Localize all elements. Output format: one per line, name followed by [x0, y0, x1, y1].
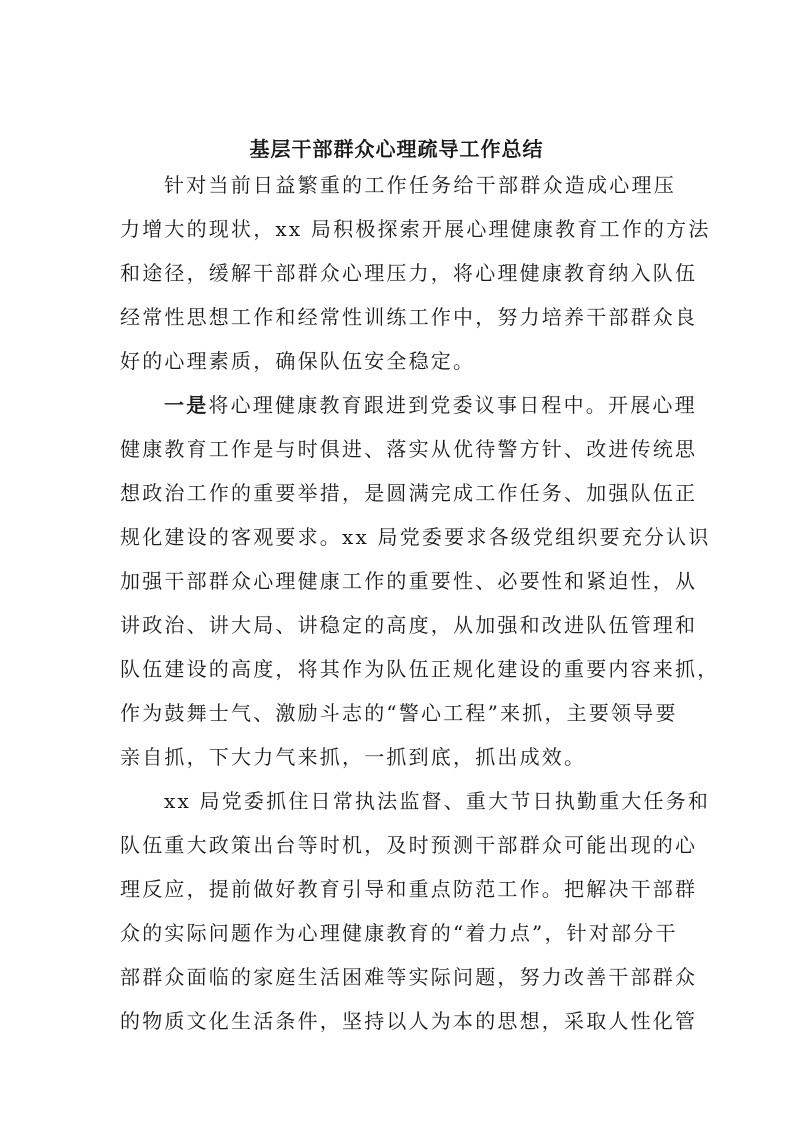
- text-line: 经常性思想工作和经常性训练工作中，努力培养干部群众良: [120, 305, 698, 329]
- paragraph-2: [120, 383, 720, 779]
- text-line: 队伍重大政策出台等时机，及时预测干部群众可能出现的心: [120, 833, 698, 857]
- text-line: 想政治工作的重要举措，是圆满完成工作任务、加强队伍正: [120, 481, 698, 505]
- text-line: 和途径，缓解干部群众心理压力，将心理健康教育纳入队伍: [120, 261, 698, 285]
- text-line: 好的心理素质，确保队伍安全稳定。: [120, 349, 476, 373]
- document-body: [120, 163, 720, 1043]
- paragraph-lead: 一是: [164, 393, 209, 417]
- text-line: 众的实际问题作为心理健康教育的“着力点”，针对部分干: [120, 921, 678, 945]
- text-line: 队伍建设的高度，将其作为队伍正规化建设的重要内容来抓，: [120, 657, 720, 681]
- text-line: 力增大的现状，xx 局积极探索开展心理健康教育工作的方法: [120, 217, 711, 241]
- text-line: 规化建设的客观要求。xx 局党委要求各级党组织要充分认识: [120, 525, 711, 549]
- text-line: 针对当前日益繁重的工作任务给干部群众造成心理压: [164, 173, 676, 197]
- text-line: 作为鼓舞士气、激励斗志的“警心工程”来抓，主要领导要: [120, 701, 678, 725]
- text-line: [120, 383, 697, 427]
- paragraph-1: [120, 163, 711, 383]
- text-line: 加强干部群众心理健康工作的重要性、必要性和紧迫性，从: [120, 569, 698, 593]
- text-line: 亲自抓，下大力气来抓，一抓到底，抓出成效。: [120, 745, 587, 769]
- text-span: 将心理健康教育跟进到党委议事日程中。开展心理: [208, 393, 697, 417]
- text-line: 的物质文化生活条件，坚持以人为本的思想，采取人性化管: [120, 1009, 698, 1033]
- text-line: 理反应，提前做好教育引导和重点防范工作。把解决干部群: [120, 877, 698, 901]
- text-line: 部群众面临的家庭生活困难等实际问题，努力改善干部群众: [120, 965, 698, 989]
- text-line: 健康教育工作是与时俱进、落实从优待警方针、改进传统思: [120, 437, 698, 461]
- document-title: 基层干部群众心理疏导工作总结: [249, 137, 544, 161]
- text-line: 讲政治、讲大局、讲稳定的高度，从加强和改进队伍管理和: [120, 613, 698, 637]
- text-line: xx 局党委抓住日常执法监督、重大节日执勤重大任务和: [164, 789, 711, 813]
- paragraph-3: [120, 779, 711, 1043]
